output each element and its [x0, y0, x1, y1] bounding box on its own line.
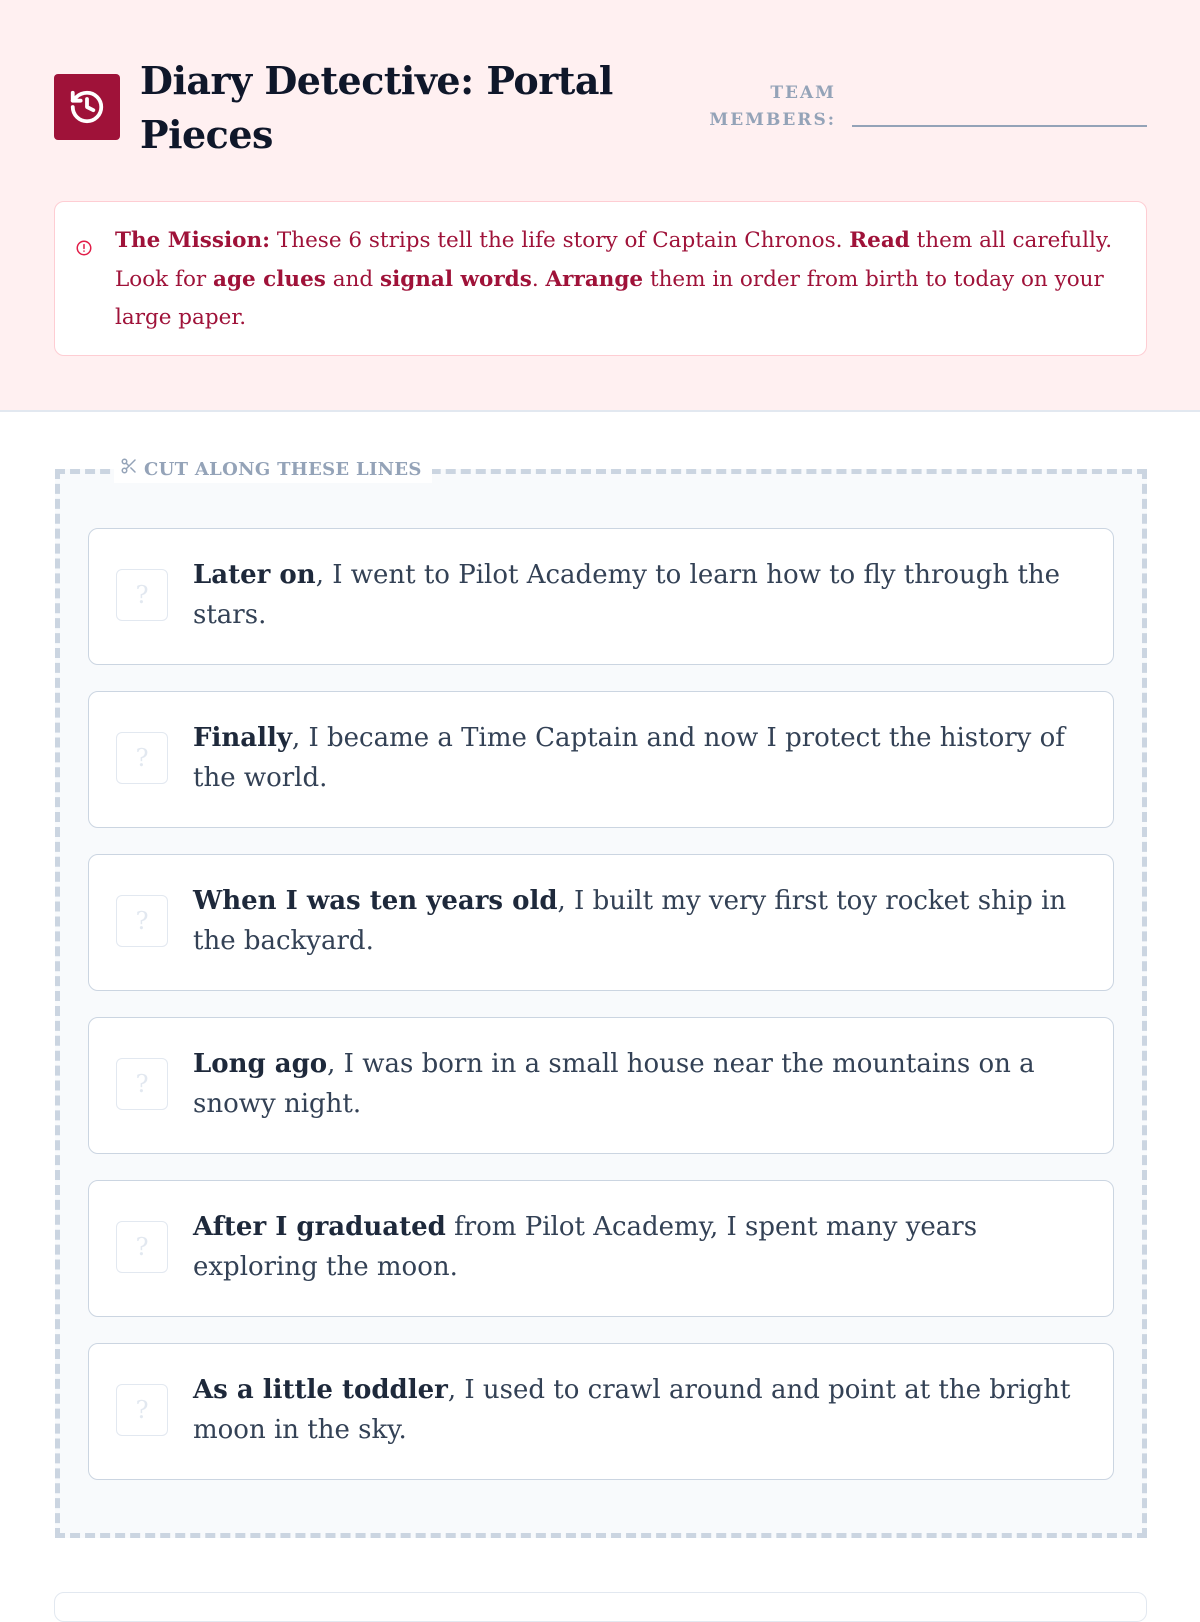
- strip-text: [193, 718, 1093, 798]
- strip-sentence: , I became a Time Captain and now I protect the history of the world.: [193, 723, 1065, 793]
- strip-sentence: , I used to crawl around and point at the bright moon in the sky.: [193, 1375, 1071, 1445]
- strip-sentence: , I was born in a small house near the mountains on a snowy night.: [193, 1049, 1035, 1119]
- order-number-box[interactable]: ?: [116, 1384, 168, 1436]
- cut-label: [114, 457, 432, 483]
- mission-text-1: These 6 strips tell the life story of Captain Chronos.: [270, 228, 850, 253]
- team-members-field[interactable]: [852, 125, 1147, 127]
- mission-text-3: and: [325, 266, 380, 292]
- strip-sentence: from Pilot Academy, I spent many years exploring the moon.: [193, 1212, 978, 1282]
- order-number-box[interactable]: ?: [116, 895, 168, 947]
- mission-lead: The Mission:: [115, 228, 271, 253]
- mission-keyword-signal-words: signal words: [379, 266, 532, 292]
- strip-text: [193, 1207, 1093, 1287]
- cut-label-text: CUT ALONG THESE LINES: [144, 459, 422, 480]
- team-members-label: TEAM MEMBERS:: [709, 83, 836, 130]
- order-number-box[interactable]: ?: [116, 732, 168, 784]
- history-icon: [54, 74, 120, 140]
- alert-circle-icon: [75, 239, 93, 257]
- signal-word: After I graduated: [193, 1212, 446, 1242]
- strip-text: [193, 881, 1093, 961]
- story-strip[interactable]: [88, 1180, 1114, 1317]
- story-strip[interactable]: [88, 1343, 1114, 1480]
- signal-word: When I was ten years old: [193, 886, 558, 916]
- mission-text-4: .: [531, 266, 546, 292]
- scissors-icon: [120, 457, 138, 483]
- mission-text-2: them all carefully. Look for: [115, 228, 1113, 292]
- story-strip[interactable]: [88, 691, 1114, 828]
- order-number-box[interactable]: ?: [116, 1221, 168, 1273]
- worksheet-header: [0, 0, 1200, 412]
- strip-text: [193, 555, 1093, 635]
- signal-word: As a little toddler: [193, 1375, 448, 1405]
- order-number-box[interactable]: ?: [116, 569, 168, 621]
- strip-text: [193, 1044, 1093, 1124]
- cut-out-area: [55, 459, 1147, 1538]
- signal-word: Long ago: [193, 1049, 328, 1079]
- signal-word: Later on: [193, 560, 316, 590]
- page-title: Diary Detective: Portal Pieces: [140, 58, 613, 157]
- order-number-box[interactable]: ?: [116, 1058, 168, 1110]
- story-strip[interactable]: [88, 1017, 1114, 1154]
- story-strip[interactable]: [88, 854, 1114, 991]
- story-strip[interactable]: [88, 528, 1114, 665]
- strip-text: [193, 1370, 1093, 1450]
- strip-sentence: , I went to Pilot Academy to learn how to fly through the stars.: [193, 560, 1061, 630]
- strip-sentence: , I built my very first toy rocket ship in the backyard.: [193, 886, 1067, 956]
- mission-text: [115, 222, 1125, 338]
- next-section-edge: [54, 1592, 1147, 1622]
- mission-text-5: them in order from birth to today on your large paper.: [115, 266, 1104, 330]
- mission-keyword-arrange: Arrange: [545, 266, 644, 292]
- signal-word: Finally: [193, 723, 292, 753]
- mission-keyword-age-clues: age clues: [213, 266, 326, 292]
- mission-keyword-read: Read: [849, 228, 910, 253]
- mission-callout: [54, 201, 1147, 356]
